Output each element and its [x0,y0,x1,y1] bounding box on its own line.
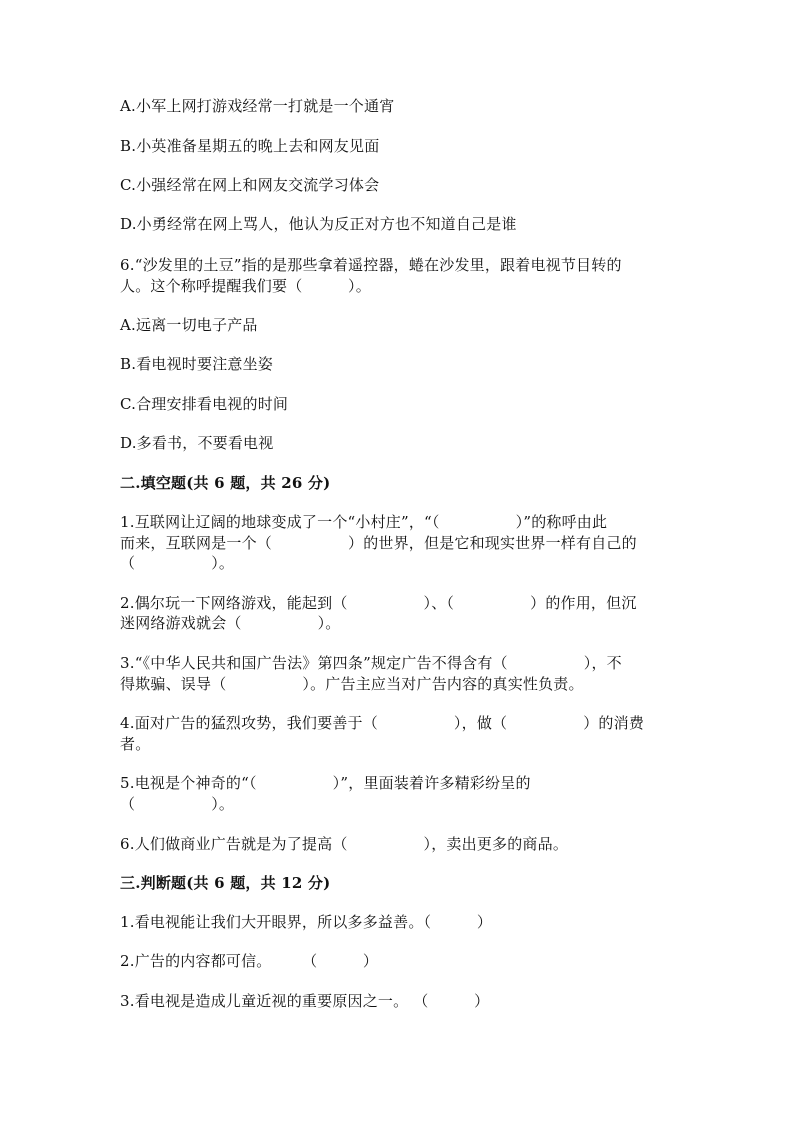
fill-question-6-line-1: 6.人们做商业广告就是为了提高（ ），卖出更多的商品。 [120,835,569,853]
choice-option-b: B.小英准备星期五的晚上去和网友见面 [120,137,380,155]
choice-option-a: A.小军上网打游戏经常一打就是一个通宵 [120,97,395,115]
choice-option-c: C.小强经常在网上和网友交流学习体会 [120,176,380,194]
judge-question-3: 3.看电视是造成儿童近视的重要原因之一。 （ ） [120,992,490,1010]
question-6-text-line-1: 6.“沙发里的土豆”指的是那些拿着遥控器，蜷在沙发里，跟着电视节目转的 [120,256,622,274]
fill-question-5-line-2: （ ）。 [120,795,235,813]
fill-question-2-line-1: 2.偶尔玩一下网络游戏，能起到（ ）、（ ）的作用，但沉 [120,594,637,612]
fill-question-1-line-1: 1.互联网让辽阔的地球变成了一个“小村庄”，“（ ）”的称呼由此 [120,513,608,531]
choice-option-b: B.看电视时要注意坐姿 [120,355,273,373]
judge-question-1: 1.看电视能让我们大开眼界，所以多多益善。（ ） [120,913,493,931]
fill-question-1-line-3: （ ）。 [120,554,235,572]
fill-question-5-line-1: 5.电视是个神奇的“（ ）”，里面装着许多精彩纷呈的 [120,774,531,792]
choice-option-a: A.远离一切电子产品 [120,316,258,334]
question-6-text-line-2: 人。这个称呼提醒我们要（ ）。 [120,277,371,295]
fill-question-4-line-1: 4.面对广告的猛烈攻势，我们要善于（ ），做（ ）的消费 [120,714,645,732]
judge-question-2: 2.广告的内容都可信。 （ ） [120,952,379,970]
choice-option-d: D.小勇经常在网上骂人，他认为反正对方也不知道自己是谁 [120,215,517,233]
fill-question-4-line-2: 者。 [120,735,151,753]
fill-question-3-line-2: 得欺骗、误导（ ）。广告主应当对广告内容的真实性负责。 [120,675,584,693]
section-heading-fill-blank: 二.填空题(共 6 题，共 26 分) [120,474,331,492]
choice-option-d: D.多看书，不要看电视 [120,434,274,452]
choice-option-c: C.合理安排看电视的时间 [120,395,289,413]
fill-question-2-line-2: 迷网络游戏就会（ ）。 [120,614,341,632]
fill-question-1-line-2: 而来，互联网是一个（ ）的世界，但是它和现实世界一样有自己的 [120,534,637,552]
fill-question-3-line-1: 3.“《中华人民共和国广告法》第四条”规定广告不得含有（ ），不 [120,654,622,672]
section-heading-true-false: 三.判断题(共 6 题，共 12 分) [120,874,331,892]
